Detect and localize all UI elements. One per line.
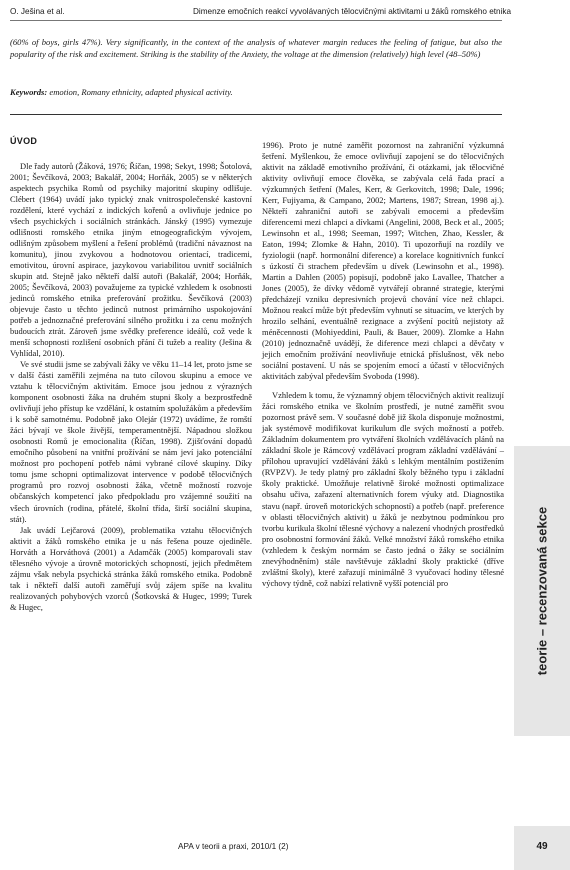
paragraph: 1996). Proto je nutné zaměřit pozornost na zahraniční výzkumná šetření. Myšlenkou, že emoce ovlivňují zapojení se do tělocvičných aktivit na základě emotivního prožívání, či otázkami, jak tělocvičné aktivity ovlivňují emoce člověka, se zabývala celá řada prací a výzkumných šetření (Males, Kerr, & Gerkovitch, 1998; Dale, 1996; Kerr, Fujiyama, & Campano, 2002; Martens, 1987; Strean, 1998 aj.). Někteří zahraniční autoři se zabývali emocemi a především diferencemi mezi chlapci a dívkami (Angelini, 2008, Beck et al., 2005; Lewinsohn et al., 1998; Seeman, 1997; Witchen, Zhao, Kessler, & Eaton, 1994; Zlomke & Hahn, 2010). Ti upozorňují na rozdíly ve fyziologii (např. hormonální diference) a korelace kognitivních funkcí s úzkostí či strachem především u dívek (Lewinsohn et al., 1998). Martin a Dahlen (2005) popisují, podobně jako Lavallee, Thatcher a Jones (2005), že dívky vědomě vytvářejí obranné strategie, kterými předcházejí vzniku depresivních projevů chování více než chlapci. Možnou reakcí může být především vyhnutí se situacím, ve kterých by hrozilo selhání, eventuálně rezignace a zvýšení pocitů nejistoty až méněcennosti (Mohiyeddini, Pauli, & Bauer, 2009). Zlomke a Hahn (2010) jednoznačně uvádějí, že diference mezi chlapci a děvčaty v jejich emočním prožívání neovlivňuje etnická příslušnost, věk nebo sociální postavení. U nás se spojením emocí a účastí v tělocvičných aktivitách zabýval především Svoboda (1998). [262, 140, 504, 382]
running-header [0, 0, 570, 22]
abstract-rule [10, 114, 502, 115]
paragraph: Ve své studii jsme se zabývali žáky ve věku 11–14 let, proto jsme se v další části zaměřili zejména na tuto cílovou skupinu a emoce ve vztahu k tělocvičným aktivitám. Emoce jsou jednou z výrazných komponent osobnosti žáka na druhém stupni školy a bezprostředně ovlivňují jeho přístup ke vzdělání, k ostatním spolužákům a především i k sobě samotnému. Podobně jako Olejár (1972) uvádíme, že romští žáci bývají ve škole živější, temperamentnější. Nápadnou složkou osobnosti Romů je emocionalita (Říčan, 1998). Zjišťování dopadů emočního působení na vnitřní prožívání se nám jeví jako potenciální možnost pro pochopení potřeb námi vybrané cílové skupiny. Díky tomu jsme schopni optimalizovat intervence v podobě tělocvičných programů pro rozvoj osobnosti žáka, včetně možností rozvoje občanských kompetencí jako předpokladu pro vzájemné soužití na všech úrovních (rodina, přátelé, školní třída, širší sociální skupina, stát). [10, 359, 252, 524]
header-authors: O. Ješina et al. [10, 7, 65, 16]
keywords-label: Keywords: [10, 87, 48, 97]
header-title: Dimenze emočních reakcí vyvolávaných tělocvičnými aktivitami u žáků romského etnika [193, 7, 512, 16]
right-column [262, 140, 504, 589]
section-side-tab [514, 446, 570, 736]
header-rule [10, 20, 502, 21]
paragraph: Dle řady autorů (Žáková, 1976; Říčan, 1998; Sekyt, 1998; Šotolová, 2001; Ševčíková, 2003; Bakalář, 2004; Horňák, 2005) se v některých aspektech psychika Romů od psychiky majoritní skupiny odlišuje. Clébert (1964) uvádí jako typický znak vnitrospolečenské kastovní rozdělení, které vychází z indických kořenů a ovlivňuje jednice po všech psychických i sociálních stránkách. Jánský (1995) vymezuje odlišnosti romského etnika jiným etnogeografickým vývojem, odlišným způsobem myšlení a řešení problémů (tradiční návaznost na komunitu), jinou zvykovou a hodnotovou orientací, tradicemi, emotivitou, úrovní aspirace, jazykovou variabilitou uvnitř sociálních skupin atd. Stejně jako někteří další autoři (Bakalář, 2004; Horňák, 2005; Ševčíková, 2003) považujeme za typické vzhledem k osobnosti jedinců romského etnika preferování prožitku. Ševčíková (2003) objevuje často u těchto jedinců nutnost primárního uspokojování potřeb a jednoznačné preferování silného prožitku i za cenu možných budoucích ztrát. Zároveň jsme svědky preference ideálů, což vede k menší schopnosti rozlišení osobních přání či tužeb a reality (Ješina & Vyhlídal, 2010). [10, 161, 252, 359]
page-number: 49 [536, 841, 548, 852]
keywords-text: emotion, Romany ethnicity, adapted physical activity. [49, 87, 233, 97]
left-column [10, 136, 252, 613]
side-tab-label: teorie – recenzovaná sekce [534, 506, 550, 676]
section-heading: ÚVOD [10, 136, 38, 146]
paragraph: Jak uvádí Lejčarová (2009), problematika vztahu tělocvičných aktivit a žáků romského etnika je u nás řešena pouze ojediněle. Horváth a Horváthová (2001) a Adamčák (2005) komparovali stav tělesného vývoje a úrovně motorických schopností, jejich předmětem zájmu však nebyla psychická stránka žáků romského etnika. Podobně tak i někteří další autoři zaměřují svůj zájem spíše na kvalitu realizovaných pohybových vzorců (Šotkovská & Hugec, 1999; Turek & Hugec, [10, 524, 252, 612]
keywords [10, 87, 502, 97]
paragraph: Vzhledem k tomu, že významný objem tělocvičných aktivit realizují žáci romského etnika ve školním prostředí, je nutné zaměřit svou pozornost právě sem. V současné době již škola disponuje možnostmi, jak systémově modifikovat kurikulum dle svých možností a potřeb. Základním dokumentem pro vytváření školních vzdělávacích plánů na základní škole je Rámcový vzdělávací program základní vzdělávání – přílohou upravující vzdělávání žáků s lehkým mentálním postižením (RVPZV). Je tedy platný pro základní školy běžného typu i základní školy praktické. Umožňuje relativně široké možnosti optimalizace obsahu učiva, zařazení alternativních forem výuky atd. Diagnostika stavu (např. úroveň motorických schopností) a potřeb (např. preference v oblasti tělocvičných aktivit) u žáků je nezbytnou podmínkou pro tvorbu kurikula školní tělesné výchovy a nalezení vhodných prostředků pro osobnostní formování žáků. Velké množství žáků romského etnika (vzhledem k českým normám se často jedná o žáky se sociálním znevýhodněním) stále navštěvuje základní školy praktické (dříve zvláštní školy), které zařazují minimálně 3 vyučovací hodiny tělesné výchovy týdně, což nabízí relativně vyšší potenciál pro [262, 390, 504, 588]
footer-journal: APA v teorii a praxi, 2010/1 (2) [178, 842, 289, 851]
abstract-text: (60% of boys, girls 47%). Very significantly, in the context of the analysis of whatever margin reduces the feeling of fatigue, but also the popularity of the risk and excitement. Striking is the stability of the Anxiety, the voltage at the dimension (relatively) high level (48–50%) [10, 37, 502, 59]
page-number-box [514, 826, 570, 870]
